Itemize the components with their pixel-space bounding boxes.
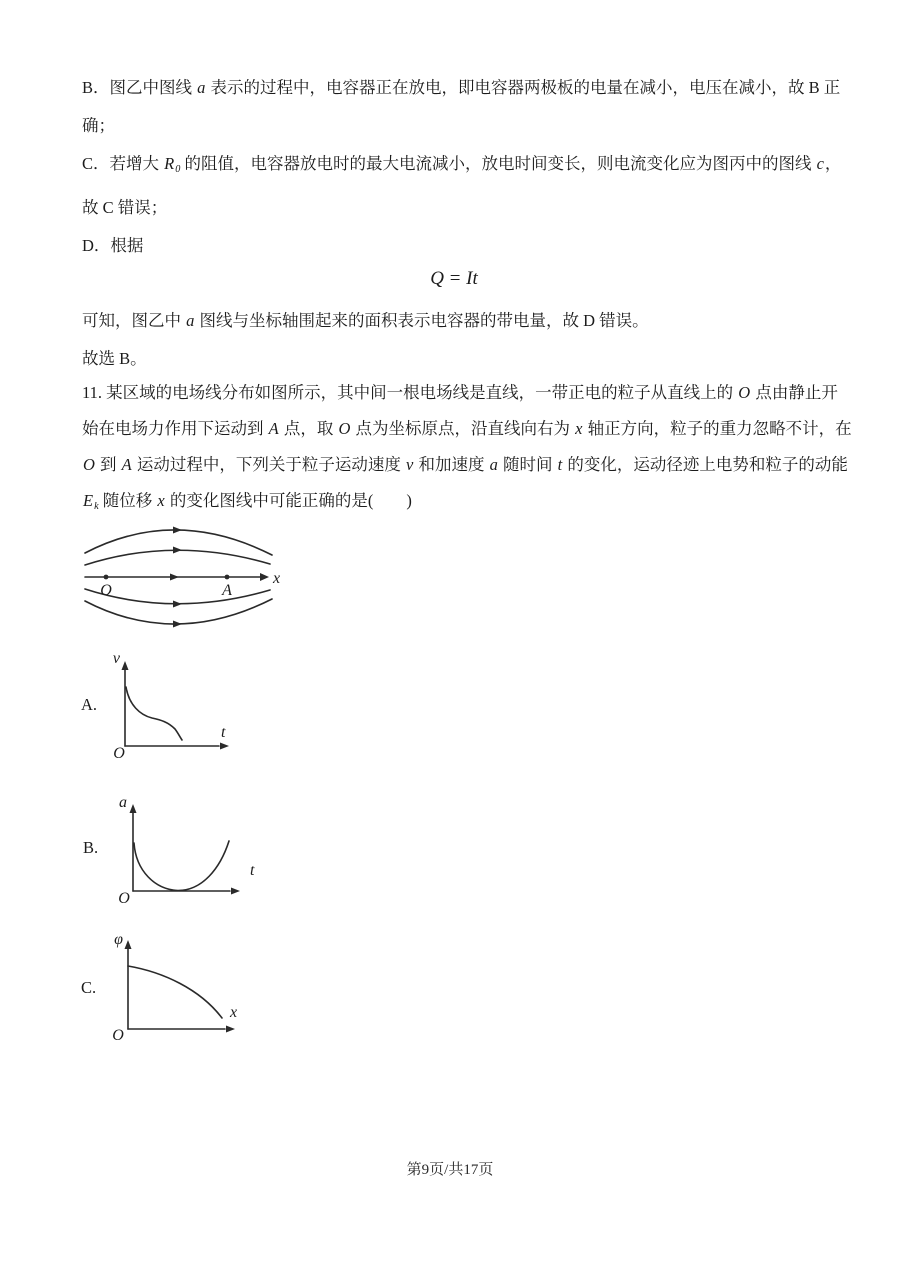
field-line-inner-bottom xyxy=(85,589,270,604)
point-a-dot xyxy=(225,575,230,580)
arrow-icon xyxy=(226,1026,235,1033)
arrow-icon xyxy=(173,547,182,554)
field-line-diagram xyxy=(75,520,290,645)
x-axis-label: x xyxy=(273,570,281,587)
a-axis-label: a xyxy=(119,794,127,811)
option-b-label: B. xyxy=(83,838,99,857)
text-line-c1: C．若增大 R0 的阻值，电容器放电时的最大电流减小，放电时间变长，则电流变化应为图丙中的图线 c， xyxy=(82,154,842,175)
t-axis-label: t xyxy=(221,724,226,741)
origin-label: O xyxy=(112,1027,124,1044)
v-axis-label: v xyxy=(112,650,120,667)
question-11-block xyxy=(82,375,852,525)
explanation-block xyxy=(82,69,842,265)
graph-c-phi-x xyxy=(105,932,255,1045)
t-axis-label: t xyxy=(250,862,255,879)
arrow-icon xyxy=(173,601,182,608)
page-number-footer: 第9页/共17页 xyxy=(406,1162,494,1178)
v-t-curve xyxy=(126,687,182,740)
arrow-icon xyxy=(260,573,269,581)
point-a-label: A xyxy=(222,582,232,599)
text-line-kezhi: 可知，图乙中 a 图线与坐标轴围起来的面积表示电容器的带电量，故 D 错误。 xyxy=(82,311,649,330)
question-line-3: O 到 A 运动过程中，下列关于粒子运动速度 v 和加速度 a 随时间 t 的变化，运动径迹上电势和粒子的动能 xyxy=(83,455,848,474)
conclusion-block xyxy=(82,302,826,378)
question-line-1: 11. 某区域的电场线分布如图所示，其中间一根电场线是直线，一带正电的粒子从直线上的 O 点由静止开 xyxy=(82,383,838,402)
graph-a-v-t xyxy=(105,650,235,765)
formula-q-equals-it: Q = It xyxy=(430,268,478,289)
arrow-icon xyxy=(220,743,229,750)
arrow-icon xyxy=(173,527,182,534)
point-o-label: O xyxy=(100,582,112,599)
question-line-2: 始在电场力作用下运动到 A 点，取 O 点为坐标原点，沿直线向右为 x 轴正方向，粒子的重力忽略不计，在 xyxy=(82,419,852,438)
arrow-icon xyxy=(173,621,182,628)
arrow-icon xyxy=(231,888,240,895)
arrow-icon xyxy=(130,804,137,813)
point-o-dot xyxy=(104,575,109,580)
text-line-b1: B．图乙中图线 a 表示的过程中，电容器正在放电，即电容器两极板的电量在减小，电压在减小，故 B 正 xyxy=(82,78,841,97)
text-line-b2: 确； xyxy=(82,116,115,135)
field-line-inner-top xyxy=(85,550,270,565)
arrow-icon xyxy=(122,661,129,670)
text-line-d: D．根据 xyxy=(82,236,144,255)
x-axis-label: x xyxy=(230,1004,238,1021)
arrow-icon xyxy=(125,940,132,949)
a-t-curve xyxy=(134,841,229,891)
phi-axis-label: φ xyxy=(114,931,123,948)
option-c-label: C. xyxy=(81,978,97,997)
question-line-4: Ek 随位移 x 的变化图线中可能正确的是( ) xyxy=(83,491,412,512)
arrow-icon xyxy=(170,574,179,581)
origin-label: O xyxy=(113,745,125,762)
origin-label: O xyxy=(118,890,130,907)
option-a-label: A. xyxy=(81,695,98,714)
text-line-guxuan: 故选 B。 xyxy=(82,349,147,368)
graph-b-a-t xyxy=(110,795,260,910)
text-line-c2: 故 C 错误； xyxy=(82,198,168,217)
phi-x-curve xyxy=(128,966,222,1018)
